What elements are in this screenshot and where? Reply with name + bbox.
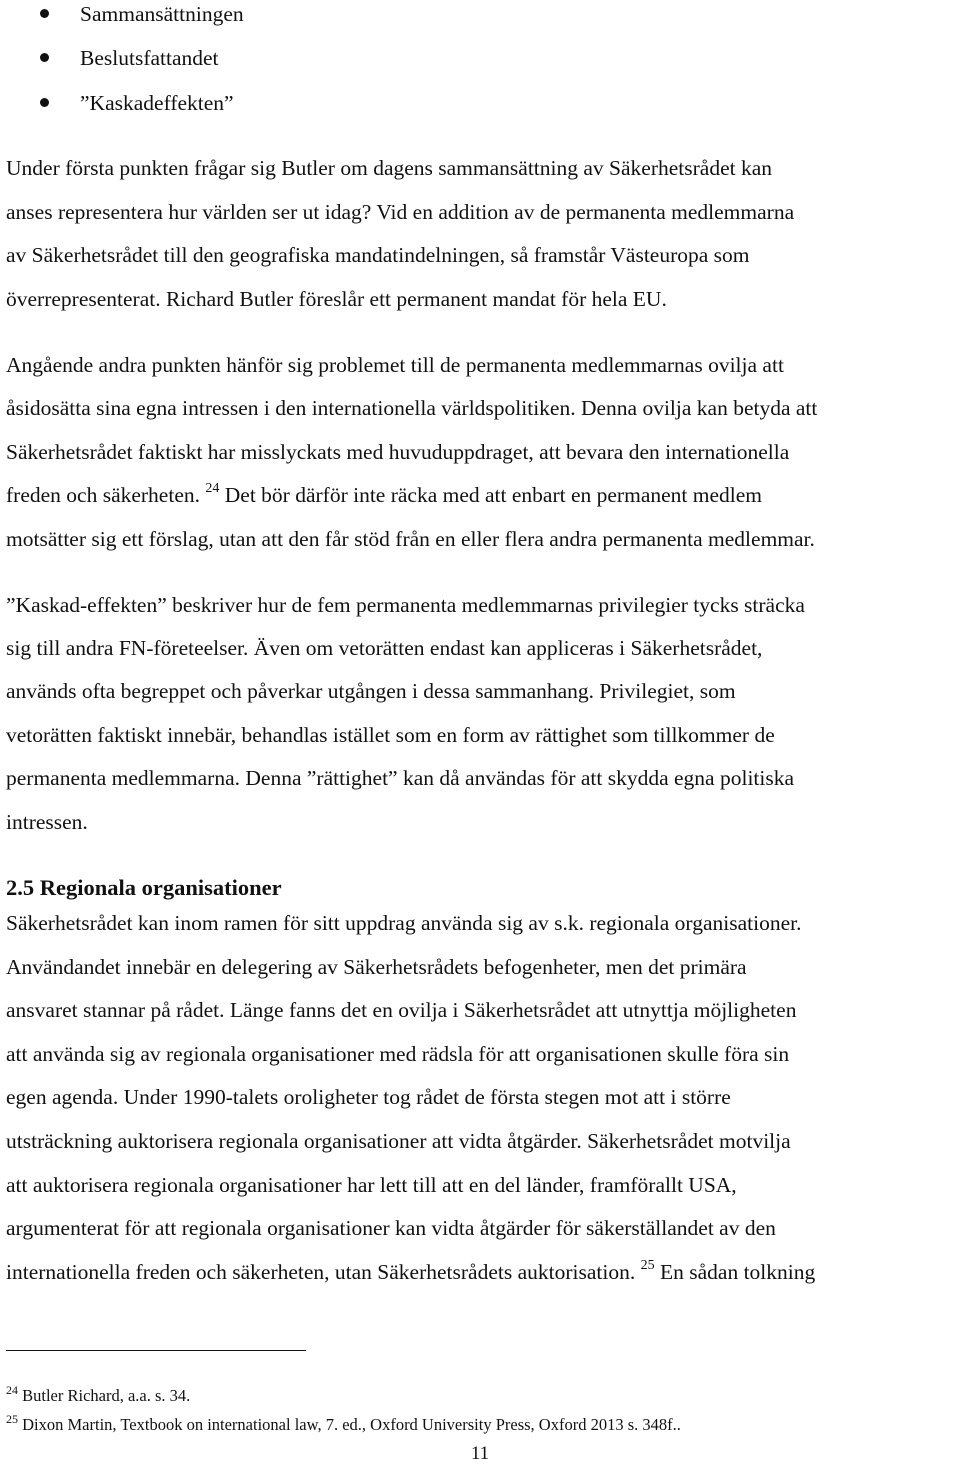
footnote-ref: 24 xyxy=(205,480,220,496)
paragraph-line: av Säkerhetsrådet till den geografiska mandatindelningen, så framstår Västeuropa som xyxy=(6,243,750,267)
bullet-icon xyxy=(40,98,49,107)
footnote-separator xyxy=(6,1350,306,1351)
text-segment: freden och säkerheten. xyxy=(6,483,200,507)
text-segment: internationella freden och säkerheten, utan Säkerhetsrådets auktorisation. xyxy=(6,1260,636,1284)
bullet-icon xyxy=(40,9,49,18)
paragraph-line: sig till andra FN-företeelser. Även om vetorätten endast kan appliceras i Säkerhetsrådet, xyxy=(6,636,763,660)
footnote-number: 25 xyxy=(6,1411,18,1426)
footnote-ref: 25 xyxy=(640,1257,655,1273)
footnote-text: Butler Richard, a.a. s. 34. xyxy=(18,1386,191,1405)
paragraph-line: Under första punkten frågar sig Butler om dagens sammansättning av Säkerhetsrådet kan xyxy=(6,156,773,180)
paragraph-line: Säkerhetsrådet kan inom ramen för sitt uppdrag använda sig av s.k. regionala organisationer. xyxy=(6,911,802,935)
footnote xyxy=(6,1411,681,1436)
paragraph-line: argumenterat för att regionala organisationer kan vidta åtgärder för säkerställandet av den xyxy=(6,1216,776,1240)
paragraph-line: Angående andra punkten hänför sig problemet till de permanenta medlemmarnas ovilja att xyxy=(6,353,784,377)
paragraph-line xyxy=(6,481,762,509)
page-number: 11 xyxy=(470,1443,490,1464)
paragraph-line xyxy=(6,1258,815,1286)
footnote xyxy=(6,1382,191,1407)
paragraph-line: åsidosätta sina egna intressen i den internationella världspolitiken. Denna ovilja kan betyda att xyxy=(6,396,818,420)
paragraph-line: ansvaret stannar på rådet. Länge fanns det en ovilja i Säkerhetsrådet att utnyttja möjligheten xyxy=(6,998,797,1022)
paragraph-line: motsätter sig ett förslag, utan att den får stöd från en eller flera andra permanenta medlemmar. xyxy=(6,527,815,551)
paragraph-line: anses representera hur världen ser ut idag? Vid en addition av de permanenta medlemmarna xyxy=(6,200,795,224)
paragraph-line: Säkerhetsrådet faktiskt har misslyckats med huvuduppdraget, att bevara den internationella xyxy=(6,440,790,464)
text-segment: Det bör därför inte räcka med att enbart en permanent medlem xyxy=(224,483,763,507)
paragraph-line: permanenta medlemmarna. Denna ”rättighet” kan då användas för att skydda egna politiska xyxy=(6,766,795,790)
paragraph-line: ”Kaskad-effekten” beskriver hur de fem permanenta medlemmarnas privilegier tycks sträcka xyxy=(6,593,805,617)
section-heading: 2.5 Regionala organisationer xyxy=(6,875,282,900)
paragraph-line: att använda sig av regionala organisationer med rädsla för att organisationen skulle föra sin xyxy=(6,1042,790,1066)
text-segment: En sådan tolkning xyxy=(659,1260,816,1284)
paragraph-line: vetorätten faktiskt innebär, behandlas istället som en form av rättighet som tillkommer de xyxy=(6,723,775,747)
bullet-icon xyxy=(40,53,49,62)
list-item-text: ”Kaskadeffekten” xyxy=(80,91,234,115)
footnote-number: 24 xyxy=(6,1382,18,1397)
list-item-text: Sammansättningen xyxy=(80,2,244,26)
paragraph-line: utsträckning auktorisera regionala organisationer att vidta åtgärder. Säkerhetsrådet motvilja xyxy=(6,1129,791,1153)
footnote-text: Dixon Martin, Textbook on international law, 7. ed., Oxford University Press, Oxford 2013 s. 348f.. xyxy=(18,1415,681,1434)
list-item-text: Beslutsfattandet xyxy=(80,46,219,70)
paragraph-line: att auktorisera regionala organisationer har lett till att en del länder, framförallt USA, xyxy=(6,1173,737,1197)
paragraph-line: överrepresenterat. Richard Butler föreslår ett permanent mandat för hela EU. xyxy=(6,287,667,311)
paragraph-line: intressen. xyxy=(6,810,88,834)
paragraph-line: används ofta begreppet och påverkar utgången i dessa sammanhang. Privilegiet, som xyxy=(6,679,736,703)
paragraph-line: Användandet innebär en delegering av Säkerhetsrådets befogenheter, men det primära xyxy=(6,955,747,979)
paragraph-line: egen agenda. Under 1990-talets oroligheter tog rådet de första stegen mot att i större xyxy=(6,1085,731,1109)
